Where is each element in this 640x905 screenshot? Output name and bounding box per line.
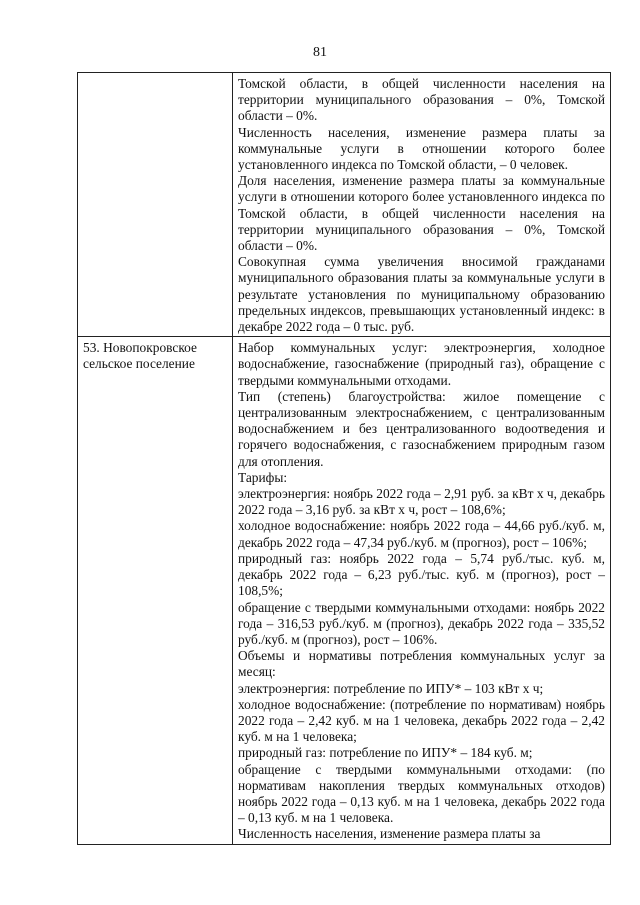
paragraph: Объемы и нормативы потребления коммунальных услуг за месяц: (238, 648, 605, 680)
paragraph: холодное водоснабжение: (потребление по нормативам) ноябрь 2022 года – 2,42 куб. м на 1 человека, декабрь 2022 года – 2,42 куб. м на 1 человека; (238, 696, 605, 745)
table-row (78, 73, 611, 337)
paragraph: электроэнергия: потребление по ИПУ* – 103 кВт х ч; (238, 680, 544, 696)
municipality-cell: 53. Новопокровское сельское поселение (78, 337, 233, 844)
page-number: 81 (313, 45, 327, 60)
paragraph: Численность населения, изменение размера платы за (238, 826, 541, 842)
paragraph: холодное водоснабжение: ноябрь 2022 года – 44,66 руб./куб. м, декабрь 2022 года – 47,34 руб./куб. м (прогноз), рост – 106%; (238, 518, 605, 550)
paragraph: обращение с твердыми коммунальными отходами: (по нормативам накопления твердых коммунальных отходов) ноябрь 2022 года – 0,13 куб. м на 1 человека, декабрь 2022 года – 0,13 куб. м на 1 человека. (238, 761, 605, 826)
paragraph: Томской области, в общей численности населения на территории муниципального образования – 0%, Томской области – 0%. (238, 76, 605, 124)
paragraph: Тарифы: (238, 469, 288, 485)
paragraph: Тип (степень) благоустройства: жилое помещение с централизованным электроснабжением, с централизованным водоснабжением и без централизованного водоотведения и горячего водоснабжения, с газоснабжением природным газом для отопления. (238, 388, 605, 469)
paragraph: электроэнергия: ноябрь 2022 года – 2,91 руб. за кВт х ч, декабрь 2022 года – 3,16 руб. за кВт х ч, рост – 108,6%; (238, 486, 605, 518)
table-row (78, 337, 611, 844)
paragraph: природный газ: ноябрь 2022 года – 5,74 руб./тыс. куб. м, декабрь 2022 года – 6,23 руб./тыс. куб. м (прогноз), рост – 108,5%; (238, 550, 605, 599)
details-cell (233, 337, 611, 844)
details-cell (233, 73, 611, 337)
paragraph: обращение с твердыми коммунальными отходами: ноябрь 2022 года – 316,53 руб./куб. м (прогноз), декабрь 2022 года – 335,52 руб./куб. м (прогноз), рост – 106%. (238, 599, 605, 647)
paragraph: Доля населения, изменение размера платы за коммунальные услуги в отношении которого более установленного индекса по Томской области, в общей численности населения на территории муниципального образования – 0%, Томской области – 0%. (238, 173, 605, 254)
paragraph: Набор коммунальных услуг: электроэнергия, холодное водоснабжение, газоснабжение (природный газ), обращение с твердыми коммунальными отходами. (238, 340, 605, 388)
paragraph: Совокупная сумма увеличения вносимой гражданами муниципального образования платы за коммунальные услуги в результате установления по муниципальному образованию предельных индексов, превышающих установленный индекс: в декабре 2022 года – 0 тыс. руб. (238, 254, 605, 335)
paragraph: Численность населения, изменение размера платы за коммунальные услуги в отношении которого более установленного индекса по Томской области, – 0 человек. (238, 124, 605, 173)
content-table (77, 72, 611, 845)
municipality-cell (78, 73, 233, 337)
paragraph: природный газ: потребление по ИПУ* – 184 куб. м; (238, 745, 533, 761)
